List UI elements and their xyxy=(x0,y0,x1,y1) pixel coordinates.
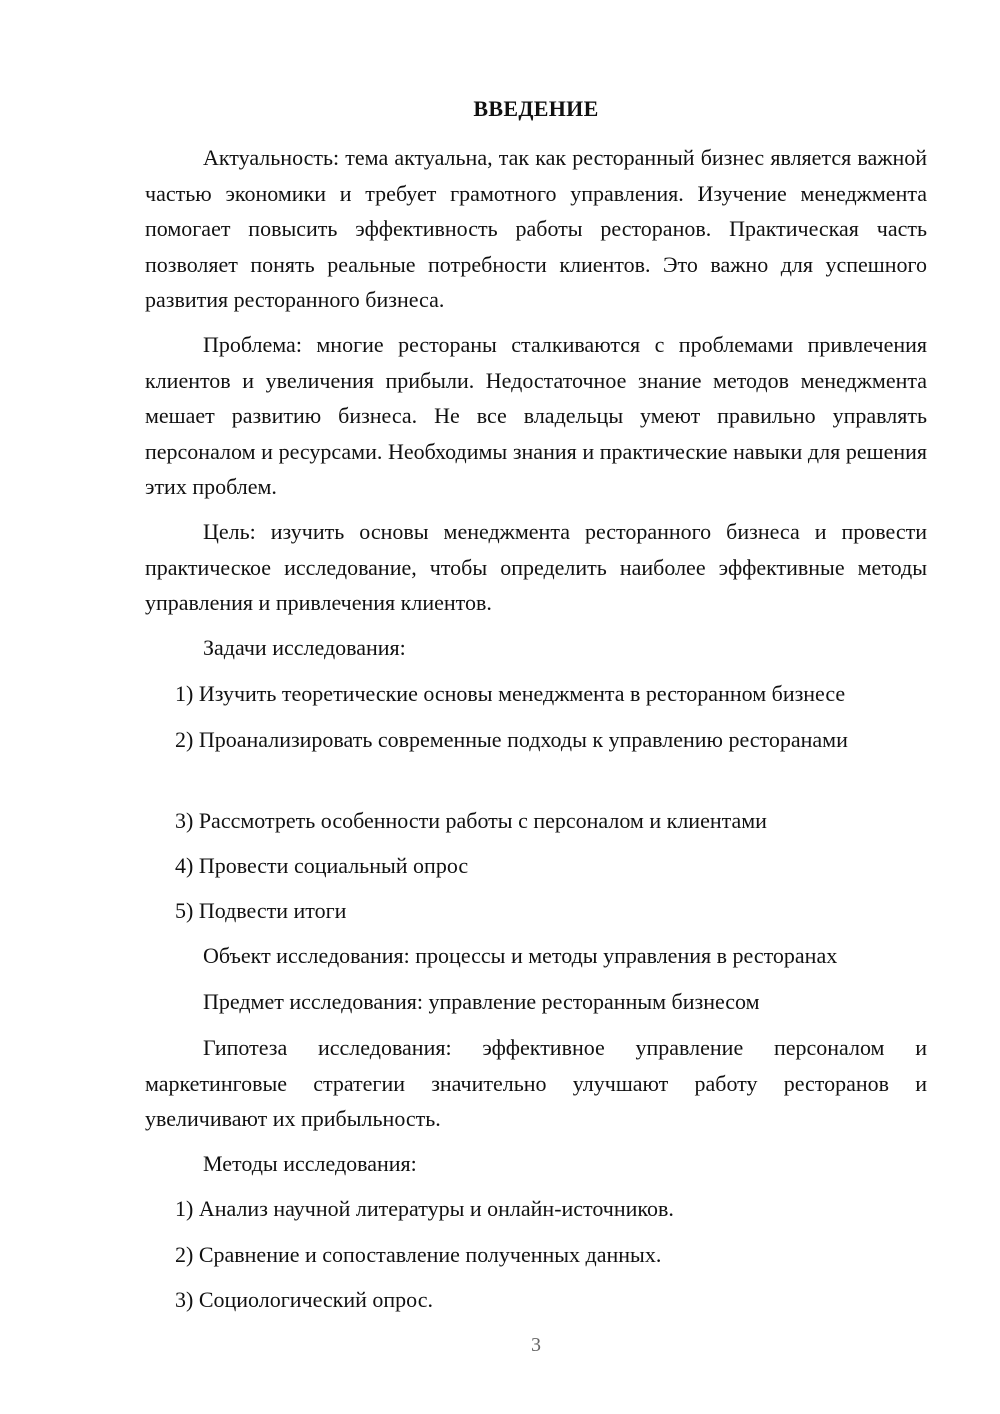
task-item: 3) Рассмотреть особенности работы с персоналом и клиентами xyxy=(175,808,767,833)
methods-heading: Методы исследования: xyxy=(203,1151,417,1176)
relevance-paragraph: Актуальность: тема актуальна, так как ресторанный бизнес является важной частью экономики и требует грамотного управления. Изучение менеджмента помогает повысить эффективность работы ресторанов. Практическая часть позволяет понять реальные потребности клиентов. Это важно для успешного развития ресторанного бизнеса. xyxy=(145,145,927,312)
goal-paragraph: Цель: изучить основы менеджмента ресторанного бизнеса и провести практическое исследование, чтобы определить наиболее эффективные методы управления и привлечения клиентов. xyxy=(145,519,927,615)
task-item: 5) Подвести итоги xyxy=(175,898,347,923)
task-item: 2) Проанализировать современные подходы к управлению ресторанами xyxy=(175,727,848,752)
task-item: 4) Провести социальный опрос xyxy=(175,853,469,878)
object-paragraph: Объект исследования: процессы и методы управления в ресторанах xyxy=(203,943,838,968)
page-number: 3 xyxy=(531,1334,541,1356)
tasks-heading: Задачи исследования: xyxy=(203,635,406,660)
method-item: 3) Социологический опрос. xyxy=(175,1287,433,1312)
hypothesis-paragraph: Гипотеза исследования: эффективное управление персоналом и маркетинговые стратегии значительно улучшают работу ресторанов и увеличивают их прибыльность. xyxy=(145,1035,927,1131)
method-item: 2) Сравнение и сопоставление полученных данных. xyxy=(175,1242,662,1267)
method-item: 1) Анализ научной литературы и онлайн-источников. xyxy=(175,1196,674,1221)
problem-paragraph: Проблема: многие рестораны сталкиваются с проблемами привлечения клиентов и увеличения прибыли. Недостаточное знание методов менеджмента мешает развитию бизнеса. Не все владельцы умеют правильно управлять персоналом и ресурсами. Необходимы знания и практические навыки для решения этих проблем. xyxy=(145,332,927,499)
task-item: 1) Изучить теоретические основы менеджмента в ресторанном бизнесе xyxy=(175,681,846,706)
page-title: ВВЕДЕНИЕ xyxy=(473,96,599,121)
subject-paragraph: Предмет исследования: управление ресторанным бизнесом xyxy=(203,989,760,1014)
